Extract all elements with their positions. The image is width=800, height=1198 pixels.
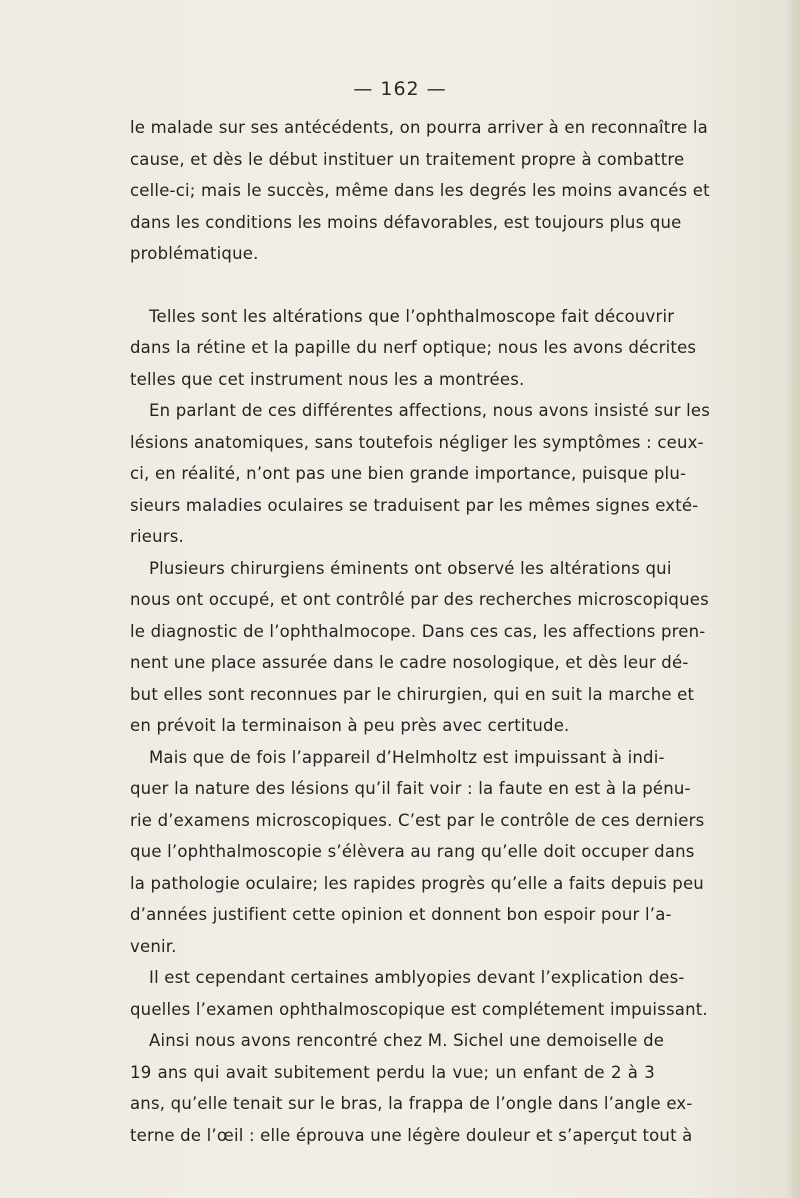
- text-line: sieurs maladies oculaires se traduisent par les mêmes signes exté-: [130, 495, 699, 515]
- text-line: Telles sont les altérations que l’ophthalmoscope fait découvrir: [149, 306, 675, 326]
- text-line: quelles l’examen ophthalmoscopique est complétement impuissant.: [130, 999, 708, 1019]
- text-line: 19 ans qui avait subitement perdu la vue; un enfant de 2 à 3: [130, 1062, 655, 1082]
- page-edge-shadow: [786, 0, 800, 1198]
- text-line: nous ont occupé, et ont contrôlé par des recherches microscopiques: [130, 590, 709, 609]
- body-text: [130, 112, 711, 1151]
- text-line: dans les conditions les moins défavorables, est toujours plus que: [130, 212, 682, 232]
- text-line: Ainsi nous avons rencontré chez M. Sichel une demoiselle de: [149, 1031, 665, 1050]
- text-line: nent une place assurée dans le cadre nosologique, et dès leur dé-: [130, 653, 689, 672]
- text-line: lésions anatomiques, sans toutefois négliger les symptômes : ceux-: [130, 432, 704, 452]
- text-line: ans, qu’elle tenait sur le bras, la frappa de l’ongle dans l’angle ex-: [130, 1094, 693, 1113]
- text-line: Plusieurs chirurgiens éminents ont observé les altérations qui: [149, 558, 672, 578]
- text-line: terne de l’œil : elle éprouva une légère douleur et s’aperçut tout à: [130, 1125, 693, 1145]
- page-number: — 162 —: [353, 78, 447, 100]
- text-line: Mais que de fois l’appareil d’Helmholtz est impuissant à indi-: [149, 747, 665, 767]
- text-line: but elles sont reconnues par le chirurgien, qui en suit la marche et: [130, 684, 695, 704]
- text-line: le malade sur ses antécédents, on pourra arriver à en reconnaître la: [130, 118, 708, 137]
- text-line: en prévoit la terminaison à peu près avec certitude.: [130, 716, 570, 735]
- text-line: cause, et dès le début instituer un traitement propre à combattre: [130, 149, 685, 169]
- paragraph-gap: [130, 270, 655, 301]
- text-line: En parlant de ces différentes affections, nous avons insisté sur les: [149, 401, 711, 420]
- text-line: d’années justifient cette opinion et donnent bon espoir pour l’a-: [130, 905, 672, 924]
- text-line: venir.: [130, 936, 177, 956]
- text-line: la pathologie oculaire; les rapides progrès qu’elle a faits depuis peu: [130, 873, 704, 893]
- text-line: le diagnostic de l’ophthalmocope. Dans ces cas, les affections pren-: [130, 621, 706, 641]
- text-line: dans la rétine et la papille du nerf optique; nous les avons décrites: [130, 338, 697, 357]
- text-line: problématique.: [130, 244, 259, 263]
- text-line: rie d’examens microscopiques. C’est par le contrôle de ces derniers: [130, 810, 705, 830]
- text-line: rieurs.: [130, 527, 185, 546]
- text-line: que l’ophthalmoscopie s’élèvera au rang qu’elle doit occuper dans: [130, 842, 695, 861]
- text-line: ci, en réalité, n’ont pas une bien grande importance, puisque plu-: [130, 464, 687, 483]
- text-line: telles que cet instrument nous les a montrées.: [130, 369, 525, 389]
- text-line: quer la nature des lésions qu’il fait voir : la faute en est à la pénu-: [130, 779, 691, 798]
- text-line: celle-ci; mais le succès, même dans les degrés les moins avancés et: [130, 181, 710, 200]
- text-line: Il est cependant certaines amblyopies devant l’explication des-: [149, 968, 685, 987]
